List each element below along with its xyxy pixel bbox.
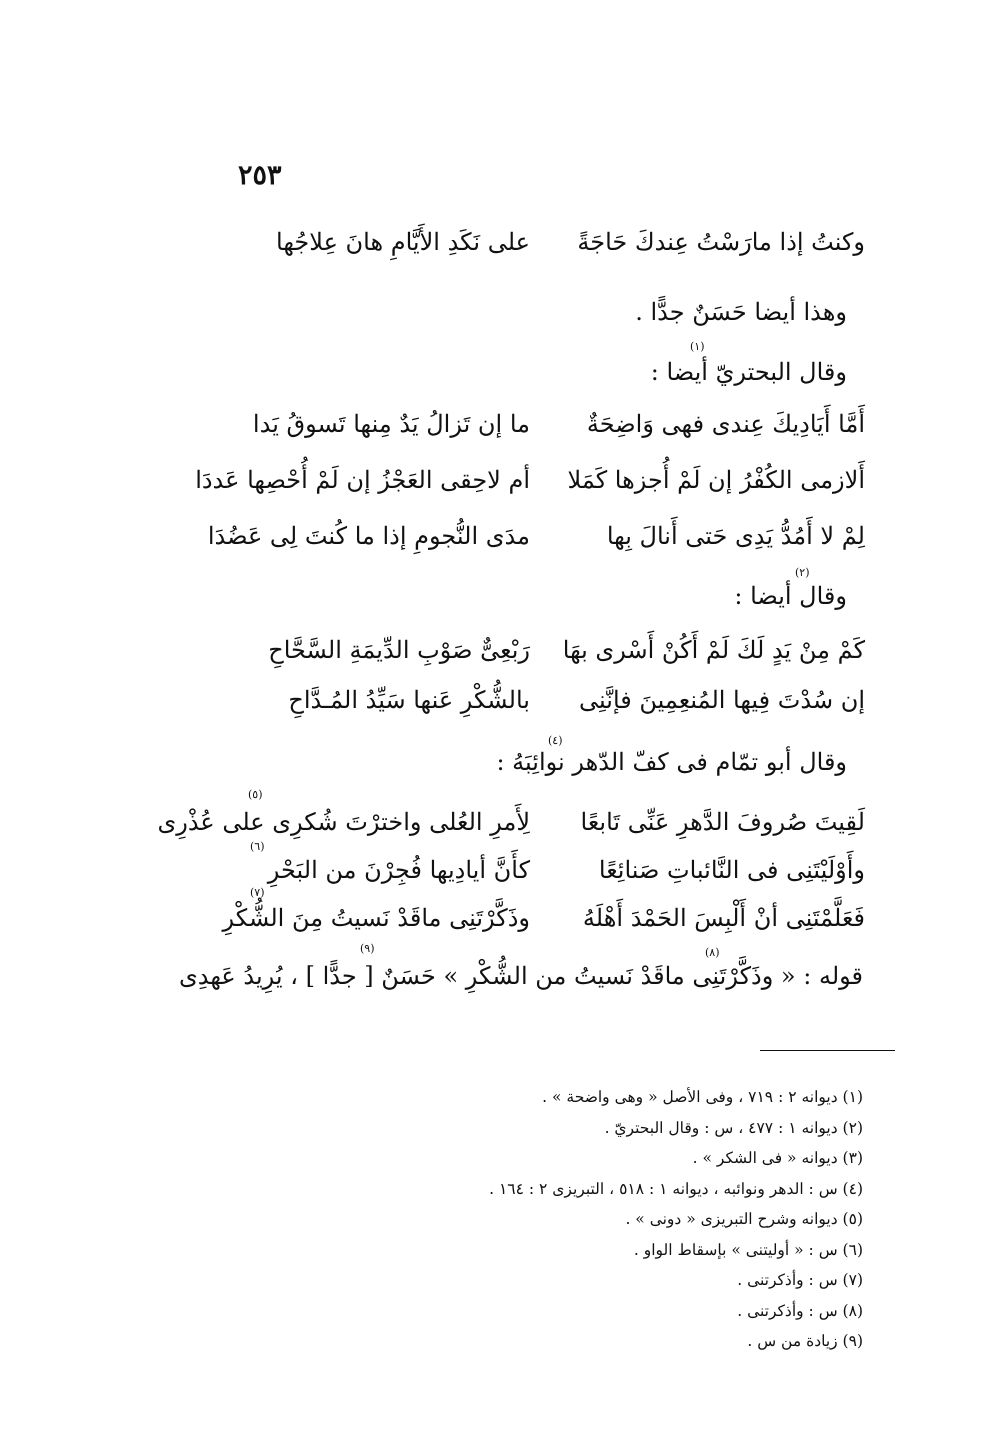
verse-5-hemistich-1: كَمْ مِنْ يَدٍ لَكَ لَمْ أَكُنْ أَسْرى بهَا: [562, 636, 865, 664]
verse-5: [205, 636, 865, 676]
verse-2-hemistich-2: ما إن تَزالُ يَدٌ مِنها تَسوقُ يَدا: [252, 410, 530, 438]
page-number: ٢٥٣: [238, 160, 282, 191]
footnote-4: (٤) س : الدهر ونوائبه ، ديوانه ١ : ٥١٨ ، التبريزى ٢ : ١٦٤ .: [489, 1179, 863, 1198]
verse-9-hemistich-2: وذَكَّرْتَنِى ماقَدْ نَسيتُ مِنَ الشُّكْرِ: [222, 904, 530, 932]
verse-4-hemistich-2: مدَى النُّجومِ إذا ما كُنتَ لِى عَضُدَا: [207, 522, 530, 550]
footnote-6: (٦) س : « أوليتنى » بإسقاط الواو .: [633, 1240, 863, 1259]
footnote-marker-2: (٢): [795, 566, 810, 579]
footnote-marker-6: (٦): [250, 840, 265, 853]
verse-5-hemistich-2: رَبْعِىٌّ صَوْبِ الدِّيمَةِ السَّحَّاحِ: [268, 636, 530, 664]
footnote-marker-7: (٧): [250, 886, 265, 899]
prose-line-4: وقال أبو تمّام فى كفّ الدّهر نوائِبَهُ :: [496, 748, 847, 776]
verse-4: [205, 522, 865, 562]
verse-7-hemistich-2: لِأَمرِ العُلى واخترْتَ شُكرِى على عُذْرِى: [157, 808, 530, 836]
footnote-marker-9: (٩): [360, 942, 375, 955]
footnote-8: (٨) س : وأذكرتنى .: [737, 1301, 863, 1320]
footnote-separator: [760, 1050, 895, 1051]
verse-3: [195, 466, 865, 506]
verse-6-hemistich-2: بالشُّكْرِ عَنها سَيِّدُ المُـدَّاحِ: [288, 686, 530, 714]
footnote-3: (٣) ديوانه « فى الشكر » .: [692, 1149, 863, 1167]
verse-2: [205, 410, 865, 450]
footnote-2: (٢) ديوانه ١ : ٤٧٧ ، س : وقال البحتريّ .: [604, 1118, 863, 1137]
verse-1: [205, 228, 865, 268]
prose-line-2: وقال البحتريّ أيضا :: [650, 358, 847, 386]
footnotes: [343, 1082, 863, 1357]
verse-2-hemistich-1: أَمَّا أَيَادِيكَ عِندى فهى وَاضِحَةٌ: [586, 410, 865, 438]
verse-7: [157, 808, 865, 848]
verse-1-hemistich-2: على نَكَدِ الأَيَّامِ هانَ عِلاجُها: [276, 228, 530, 256]
footnote-marker-8: (٨): [705, 946, 720, 959]
verse-4-hemistich-1: لِمْ لا أَمُدُّ يَدِى حَتى أَنالَ بِها: [606, 522, 865, 550]
footnote-9: (٩) زيادة من س .: [747, 1332, 863, 1350]
prose-line-5: قوله : « وذَكَّرْتَنِى ماقَدْ نَسيتُ من الشُّكْرِ » حَسَنٌ [ جدًّا ] ، يُرِيدُ عَهدِى: [178, 962, 863, 990]
footnote-1: (١) ديوانه ٢ : ٧١٩ ، وفى الأصل « وهى واضحة » .: [542, 1088, 863, 1106]
prose-line-1: وهذا أيضا حَسَنٌ جدًّا .: [635, 298, 847, 326]
footnote-marker-5: (٥): [248, 788, 263, 801]
verse-9: [205, 904, 865, 944]
verse-6-hemistich-1: إن سُدْتَ فِيها المُنعِمِينَ فإنَّنِى: [579, 686, 865, 714]
verse-7-hemistich-1: لَقِيتَ صُروفَ الدَّهرِ عَنِّى تَابعًا: [580, 808, 865, 836]
verse-3-hemistich-2: أم لاحِقى العَجْزُ إن لَمْ أُحْصِها عَددَا: [195, 466, 530, 494]
verse-1-hemistich-1: وكنتُ إذا مارَسْتُ عِندكَ حَاجَةً: [577, 228, 865, 256]
footnote-5: (٥) ديوانه وشرح التبريزى « دونى » .: [625, 1210, 863, 1228]
prose-line-3: وقال أيضا :: [734, 582, 847, 610]
footnote-7: (٧) س : وأذكرتنى .: [737, 1271, 863, 1289]
verse-8-hemistich-2: كأَنَّ أيادِيها فُجِرْنَ من البَحْرِ: [267, 856, 530, 884]
verse-9-hemistich-1: فَعَلَّمْتَنِى أنْ أَلْبِسَ الحَمْدَ أَهْلَهُ: [582, 904, 865, 932]
footnote-marker-4: (٤): [548, 734, 563, 747]
verse-3-hemistich-1: أَلازمى الكُفْرُ إن لَمْ أُجزها كَمَلا: [567, 466, 865, 494]
verse-8-hemistich-1: وأَوْلَيْتَنِى فى النَّائباتِ صَنائِعًا: [598, 856, 865, 884]
footnote-marker-1: (١): [690, 340, 705, 353]
verse-6: [205, 686, 865, 726]
verse-8: [205, 856, 865, 896]
